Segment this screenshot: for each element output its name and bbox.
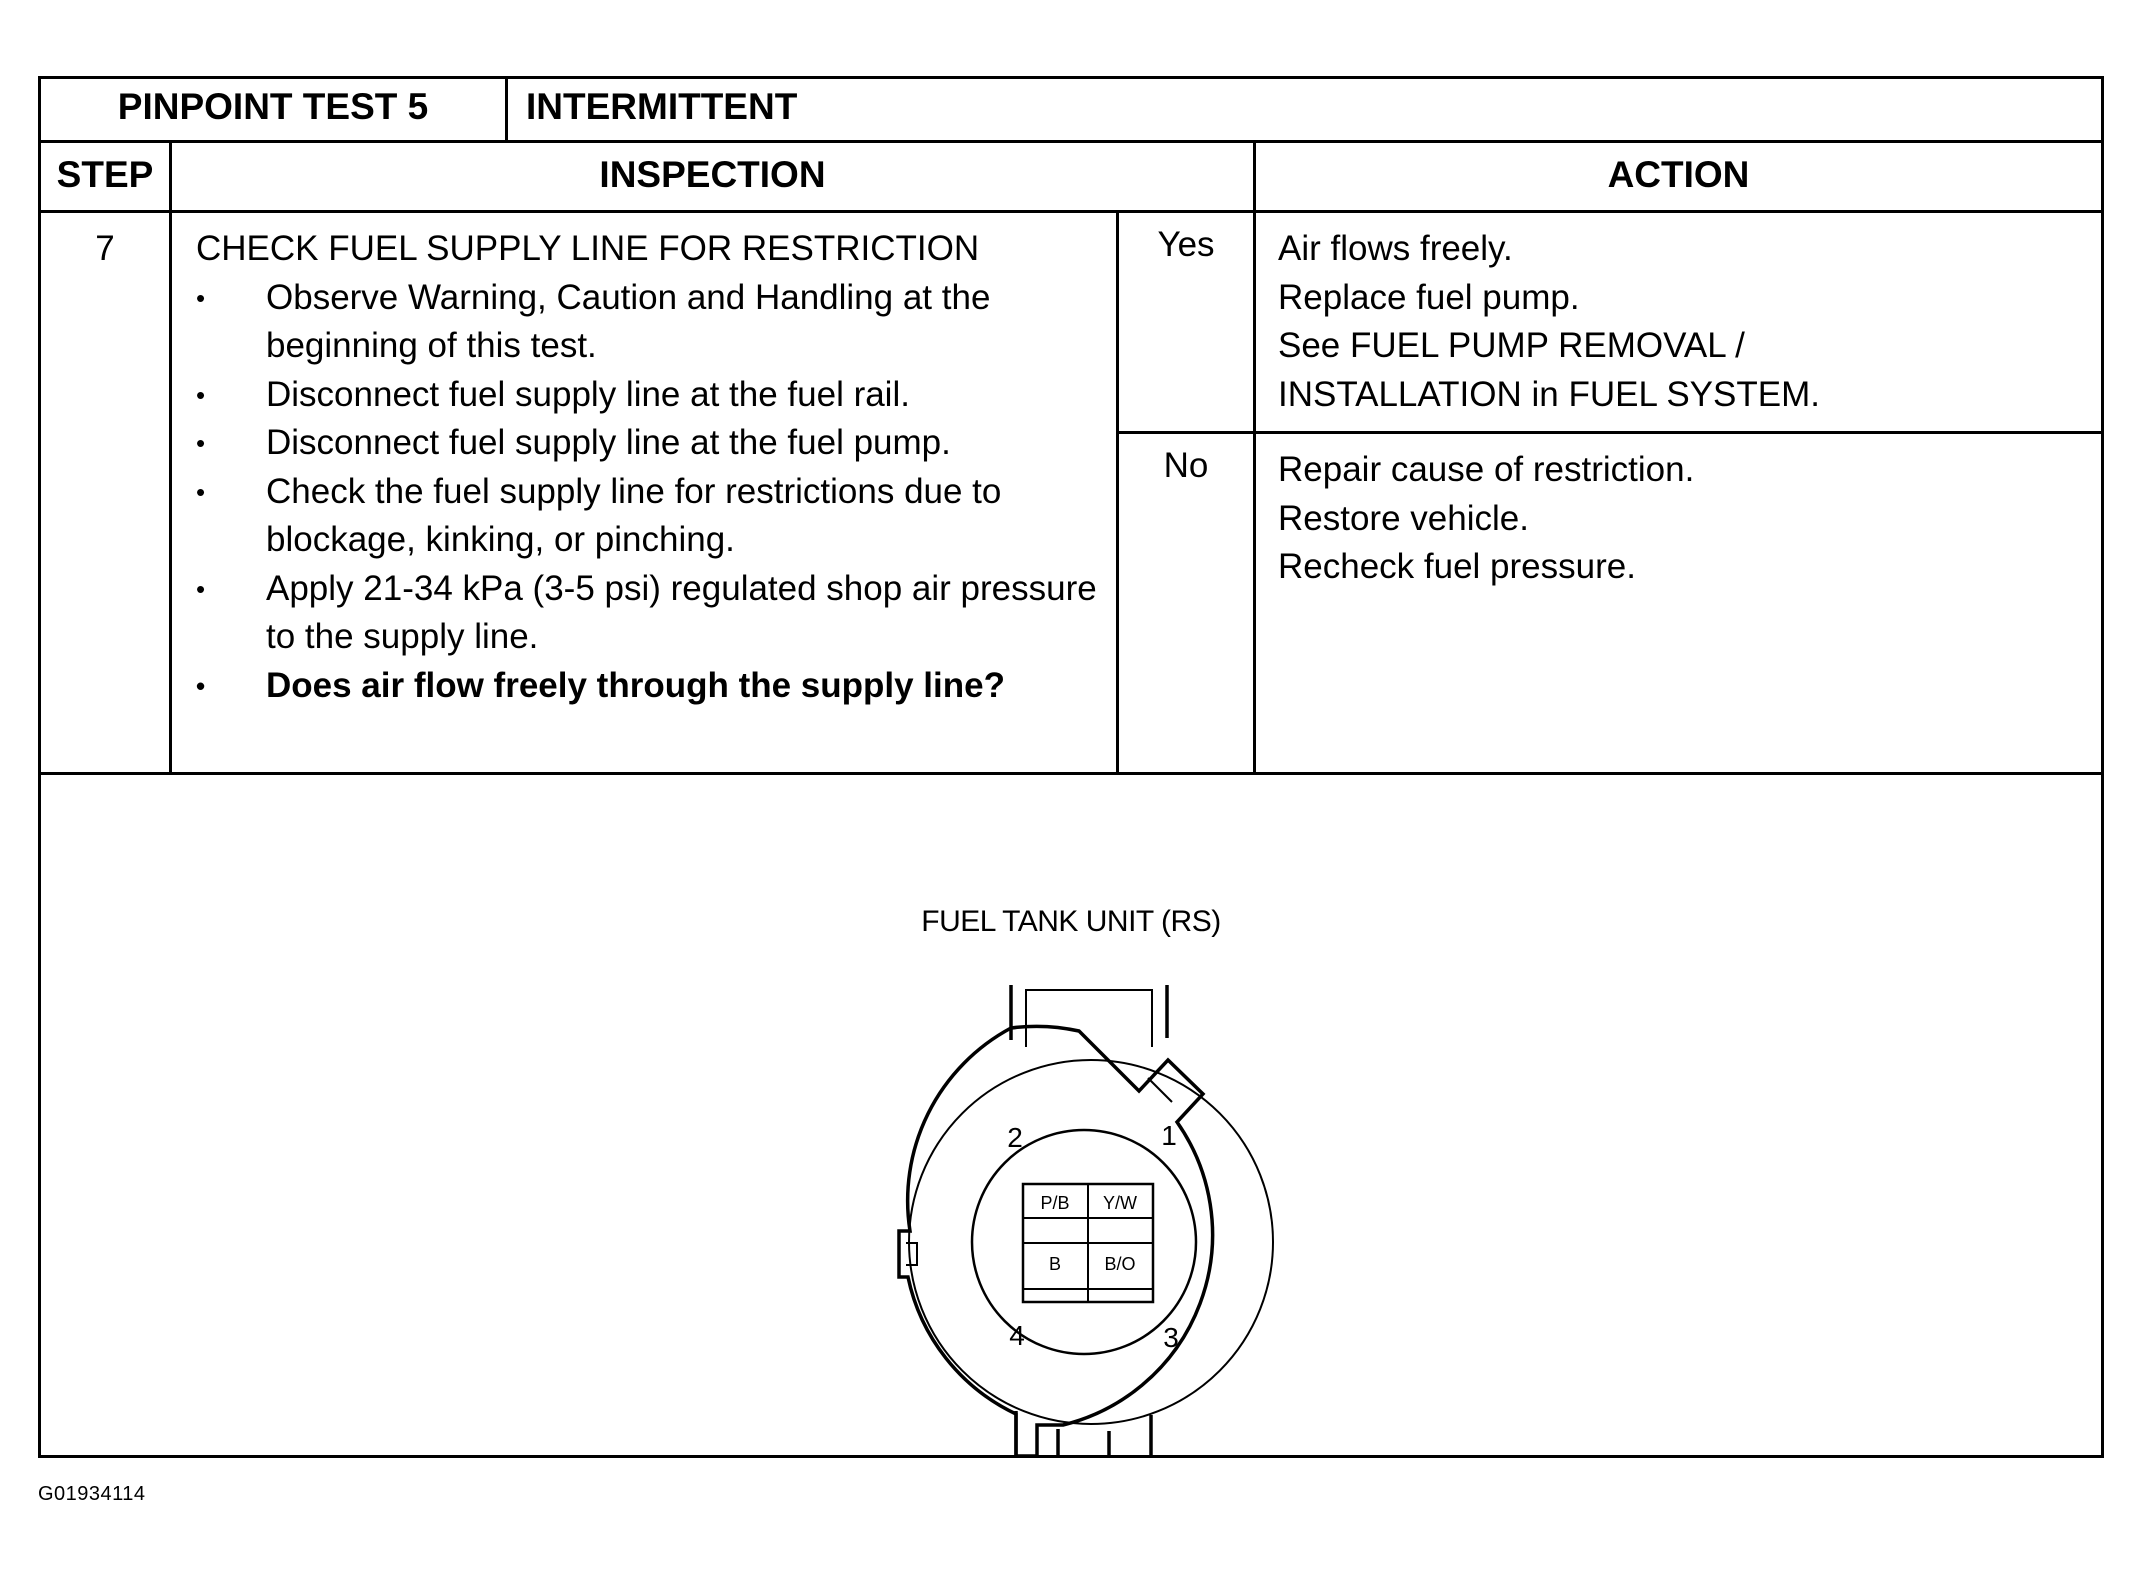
step-number: 7 bbox=[41, 213, 172, 772]
action-line: Repair cause of restriction. bbox=[1278, 450, 1695, 489]
test-label: PINPOINT TEST 5 bbox=[41, 79, 508, 140]
action-cell bbox=[1256, 213, 2101, 772]
yes-no-cell bbox=[1119, 213, 1256, 772]
test-name: INTERMITTENT bbox=[526, 86, 798, 127]
column-header-action: ACTION bbox=[1607, 154, 1750, 195]
action-line: See FUEL PUMP REMOVAL / bbox=[1278, 326, 1745, 365]
inspection-item: • Apply 21-34 kPa (3-5 psi) regulated shop air pressure to the supply line. bbox=[196, 565, 1102, 662]
wire-color-label: Y/W bbox=[1103, 1193, 1137, 1213]
action-line: Replace fuel pump. bbox=[1278, 277, 1580, 317]
figure-caption: FUEL TANK UNIT (RS) bbox=[921, 905, 1221, 938]
inspection-item: • Observe Warning, Caution and Handling at the beginning of this test. bbox=[196, 274, 1102, 371]
connector-leg-right bbox=[1109, 1415, 1151, 1455]
action-line: Air flows freely. bbox=[1278, 229, 1513, 268]
pinpoint-test-table bbox=[38, 76, 2104, 1458]
inspection-list bbox=[196, 274, 1102, 711]
wire-color-label: P/B bbox=[1040, 1193, 1070, 1213]
connector-diagram bbox=[859, 985, 1279, 1455]
inspection-cell bbox=[172, 213, 1119, 772]
wire-color-label: B/O bbox=[1104, 1254, 1136, 1274]
inspection-title: CHECK FUEL SUPPLY LINE FOR RESTRICTION bbox=[196, 229, 980, 268]
action-line: INSTALLATION in FUEL SYSTEM. bbox=[1278, 374, 1820, 414]
yes-action bbox=[1256, 213, 2101, 434]
wire-color-label: B bbox=[1048, 1254, 1062, 1274]
connector-lock-tab-inner bbox=[1148, 1078, 1172, 1102]
pin-number-label: 4 bbox=[1009, 1320, 1025, 1351]
no-label: No bbox=[1163, 446, 1209, 485]
no-action bbox=[1256, 434, 2101, 775]
column-header-inspection: INSPECTION bbox=[172, 140, 1256, 210]
connector-top-tab-inner bbox=[1026, 990, 1152, 1047]
connector-top-tab bbox=[1011, 985, 1167, 1040]
pin-number-label: 1 bbox=[1161, 1120, 1177, 1151]
inspection-item: • Check the fuel supply line for restrictions due to blockage, kinking, or pinching. bbox=[196, 468, 1102, 565]
step-row bbox=[41, 213, 2101, 775]
figure-id: G01934114 bbox=[38, 1483, 146, 1505]
pin-number-label: 3 bbox=[1163, 1322, 1179, 1353]
action-line: Restore vehicle. bbox=[1278, 498, 1529, 538]
column-header-step: STEP bbox=[41, 140, 172, 210]
column-header-row bbox=[41, 140, 2101, 213]
action-line: Recheck fuel pressure. bbox=[1278, 547, 1636, 586]
yes-label: Yes bbox=[1119, 213, 1253, 434]
title-row bbox=[41, 79, 2101, 143]
pin-number-label: 2 bbox=[1007, 1122, 1023, 1153]
figure-row bbox=[41, 775, 2101, 1455]
inspection-question: • Does air flow freely through the supply line? bbox=[196, 662, 1102, 711]
connector-left-tab-inner bbox=[906, 1243, 917, 1265]
inspection-item: • Disconnect fuel supply line at the fuel rail. bbox=[196, 371, 1102, 420]
inspection-item: • Disconnect fuel supply line at the fuel pump. bbox=[196, 419, 1102, 468]
